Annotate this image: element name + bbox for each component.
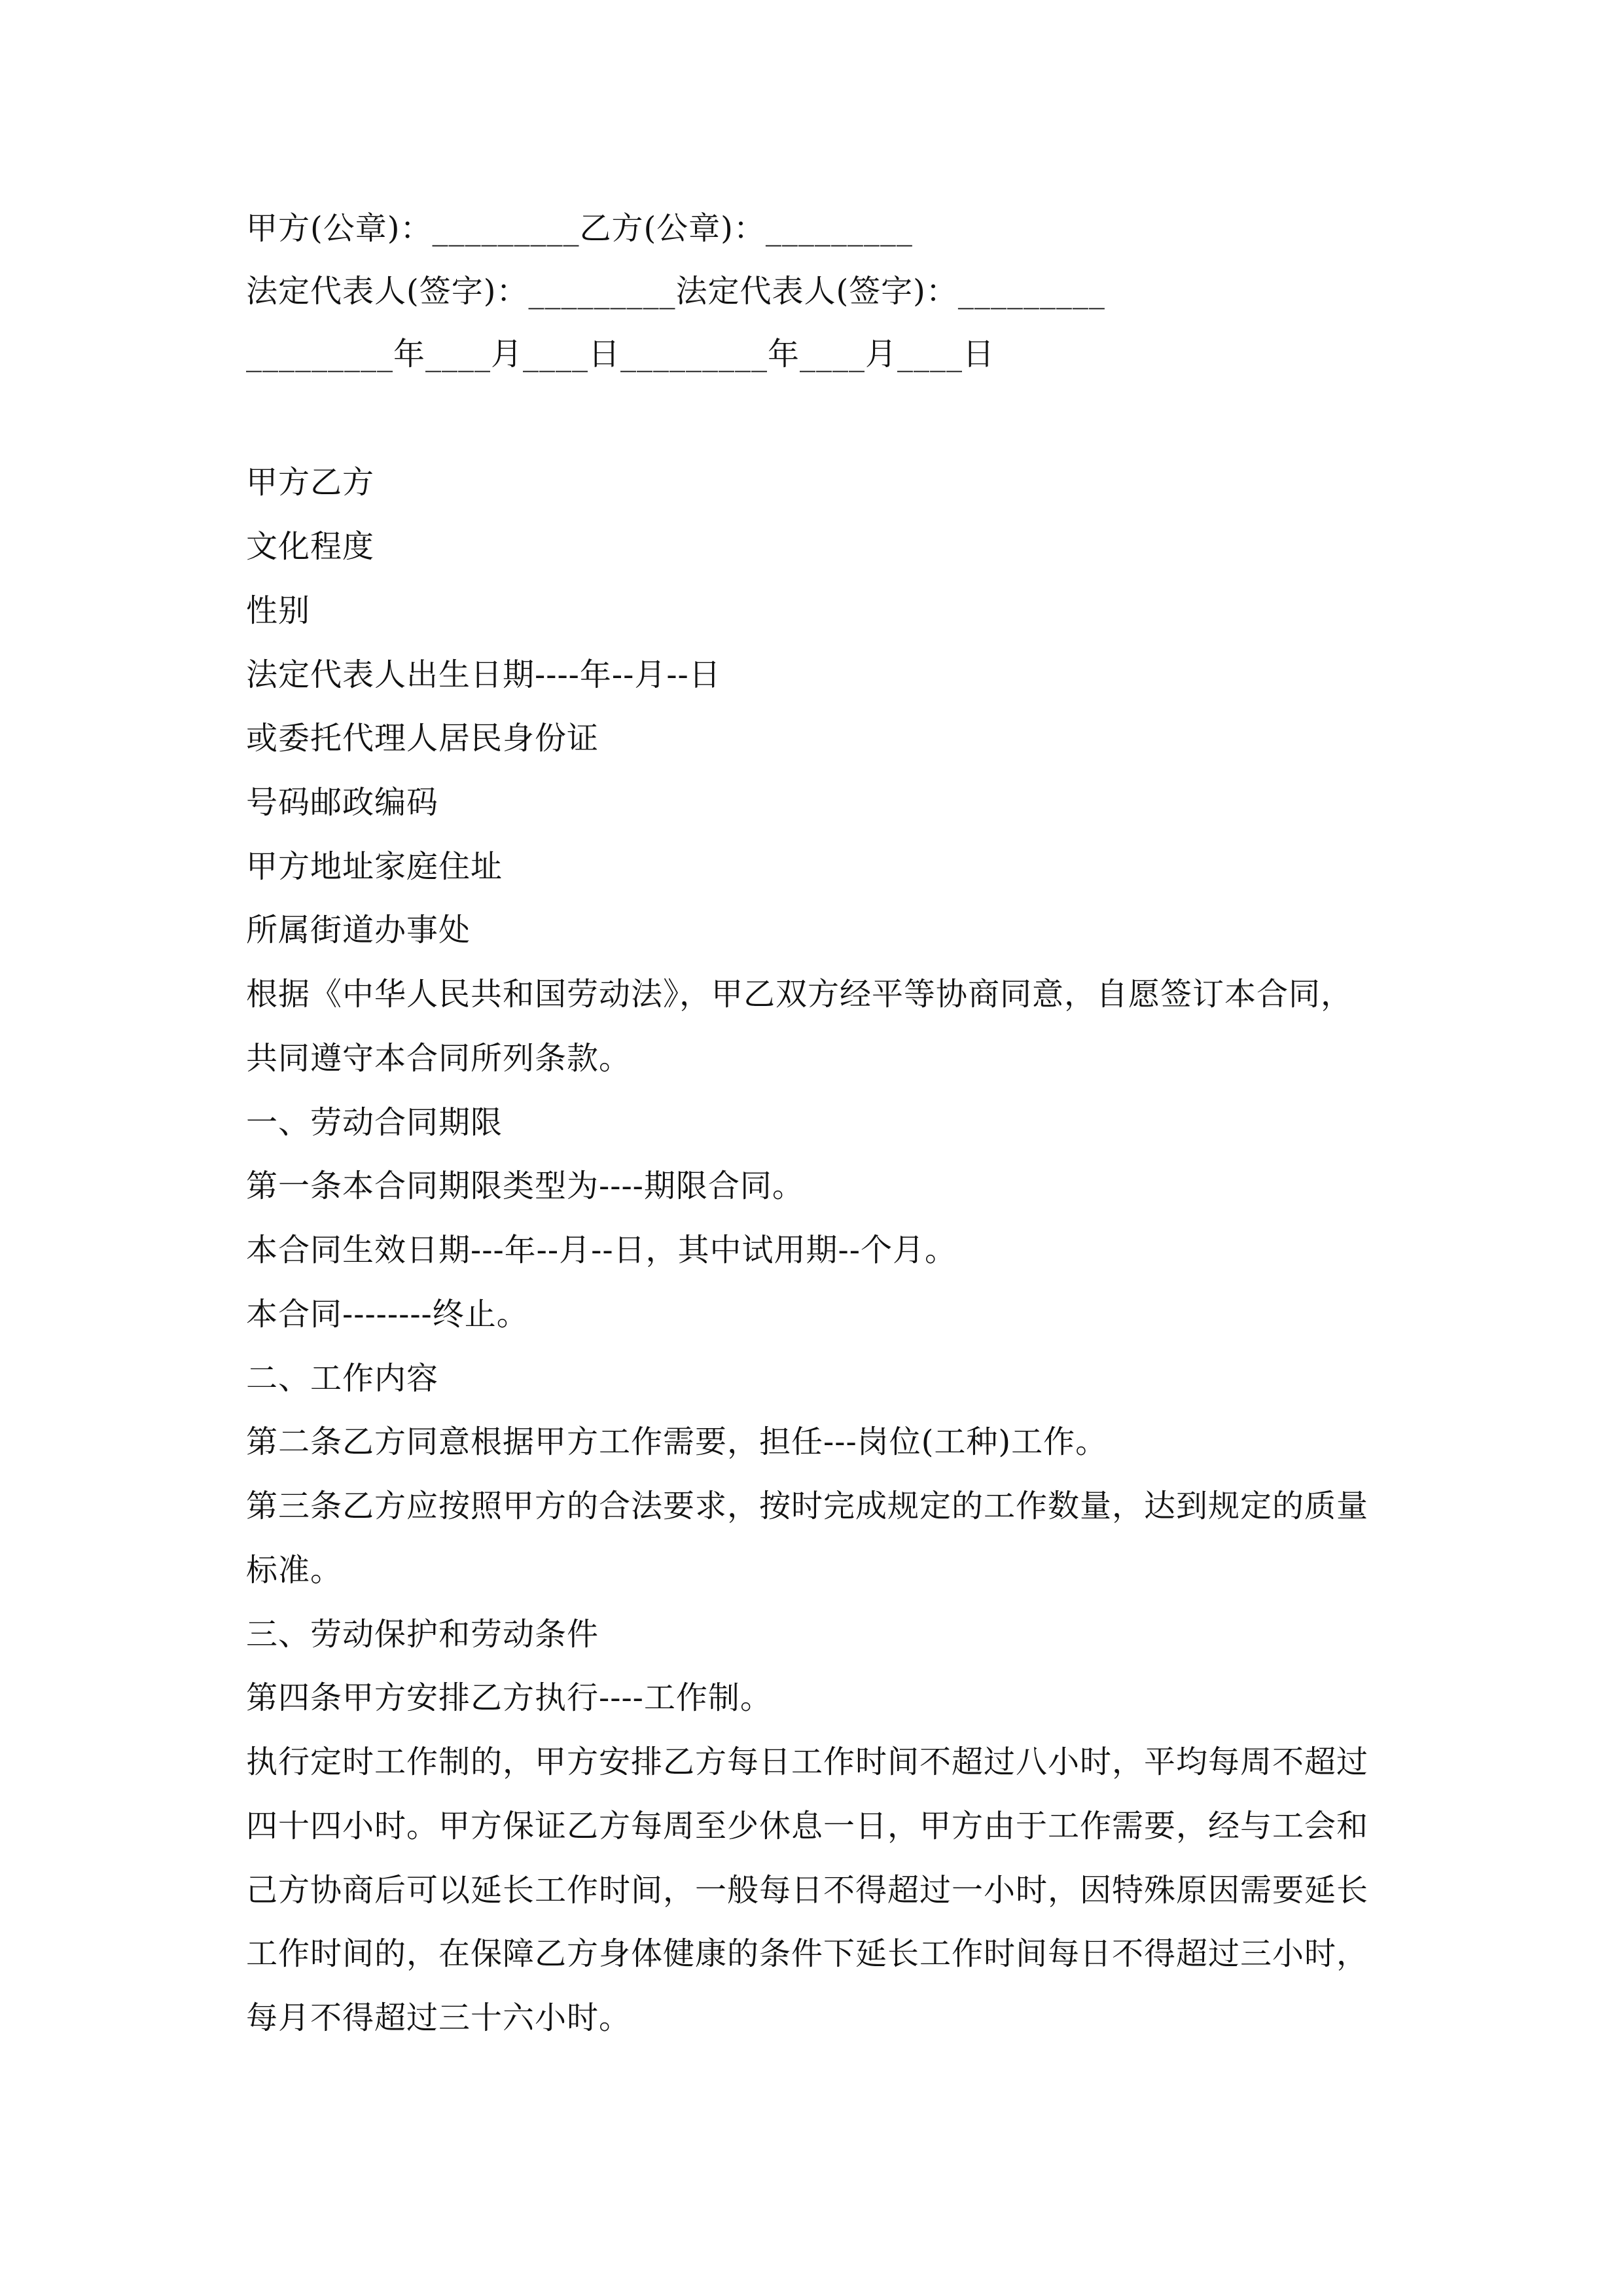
- article-1: 第一条本合同期限类型为----期限合同。: [246, 1168, 804, 1204]
- work-hours-line-1: 执行定时工作制的，甲方安排乙方每日工作时间不超过八小时，平均每周不超过: [246, 1744, 1369, 1780]
- field-id-card: 或委托代理人居民身份证: [246, 720, 599, 757]
- field-birthdate: 法定代表人出生日期----年--月--日: [246, 656, 721, 693]
- work-hours-line-4: 工作时间的，在保障乙方身体健康的条件下延长工作时间每日不得超过三小时，: [246, 1935, 1369, 1972]
- article-4: 第四条甲方安排乙方执行----工作制。: [246, 1679, 772, 1716]
- termination-line: 本合同--------终止。: [246, 1296, 529, 1333]
- party-header: 甲方乙方: [246, 464, 375, 501]
- preamble-line-1: 根据《中华人民共和国劳动法》，甲乙双方经平等协商同意，自愿签订本合同，: [246, 976, 1353, 1013]
- article-2: 第二条乙方同意根据甲方工作需要，担任---岗位(工种)工作。: [246, 1424, 1108, 1460]
- section-heading-3: 三、劳动保护和劳动条件: [246, 1616, 599, 1653]
- article-3-line-1: 第三条乙方应按照甲方的合法要求，按时完成规定的工作数量，达到规定的质量: [246, 1488, 1369, 1524]
- article-3-line-2: 标准。: [246, 1552, 343, 1588]
- section-heading-2: 二、工作内容: [246, 1360, 439, 1397]
- work-hours-line-3: 己方协商后可以延长工作时间，一般每日不得超过一小时，因特殊原因需要延长: [246, 1872, 1369, 1909]
- field-street-office: 所属街道办事处: [246, 912, 471, 948]
- section-heading-1: 一、劳动合同期限: [246, 1104, 503, 1141]
- signature-line-representative: 法定代表人(签字)：_________法定代表人(签字)：_________: [246, 273, 1105, 310]
- signature-line-date: _________年____月____日_________年____月____日: [246, 336, 995, 372]
- field-postcode: 号码邮政编码: [246, 784, 439, 821]
- effective-date-line: 本合同生效日期---年--月--日，其中试用期--个月。: [246, 1232, 957, 1268]
- field-address: 甲方地址家庭住址: [246, 848, 503, 885]
- field-gender: 性别: [246, 592, 311, 629]
- signature-line-seal: 甲方(公章)：_________乙方(公章)：_________: [246, 210, 913, 247]
- work-hours-line-5: 每月不得超过三十六小时。: [246, 2000, 632, 2036]
- work-hours-line-2: 四十四小时。甲方保证乙方每周至少休息一日，甲方由于工作需要，经与工会和: [246, 1808, 1369, 1844]
- preamble-line-2: 共同遵守本合同所列条款。: [246, 1040, 632, 1077]
- field-education: 文化程度: [246, 528, 375, 565]
